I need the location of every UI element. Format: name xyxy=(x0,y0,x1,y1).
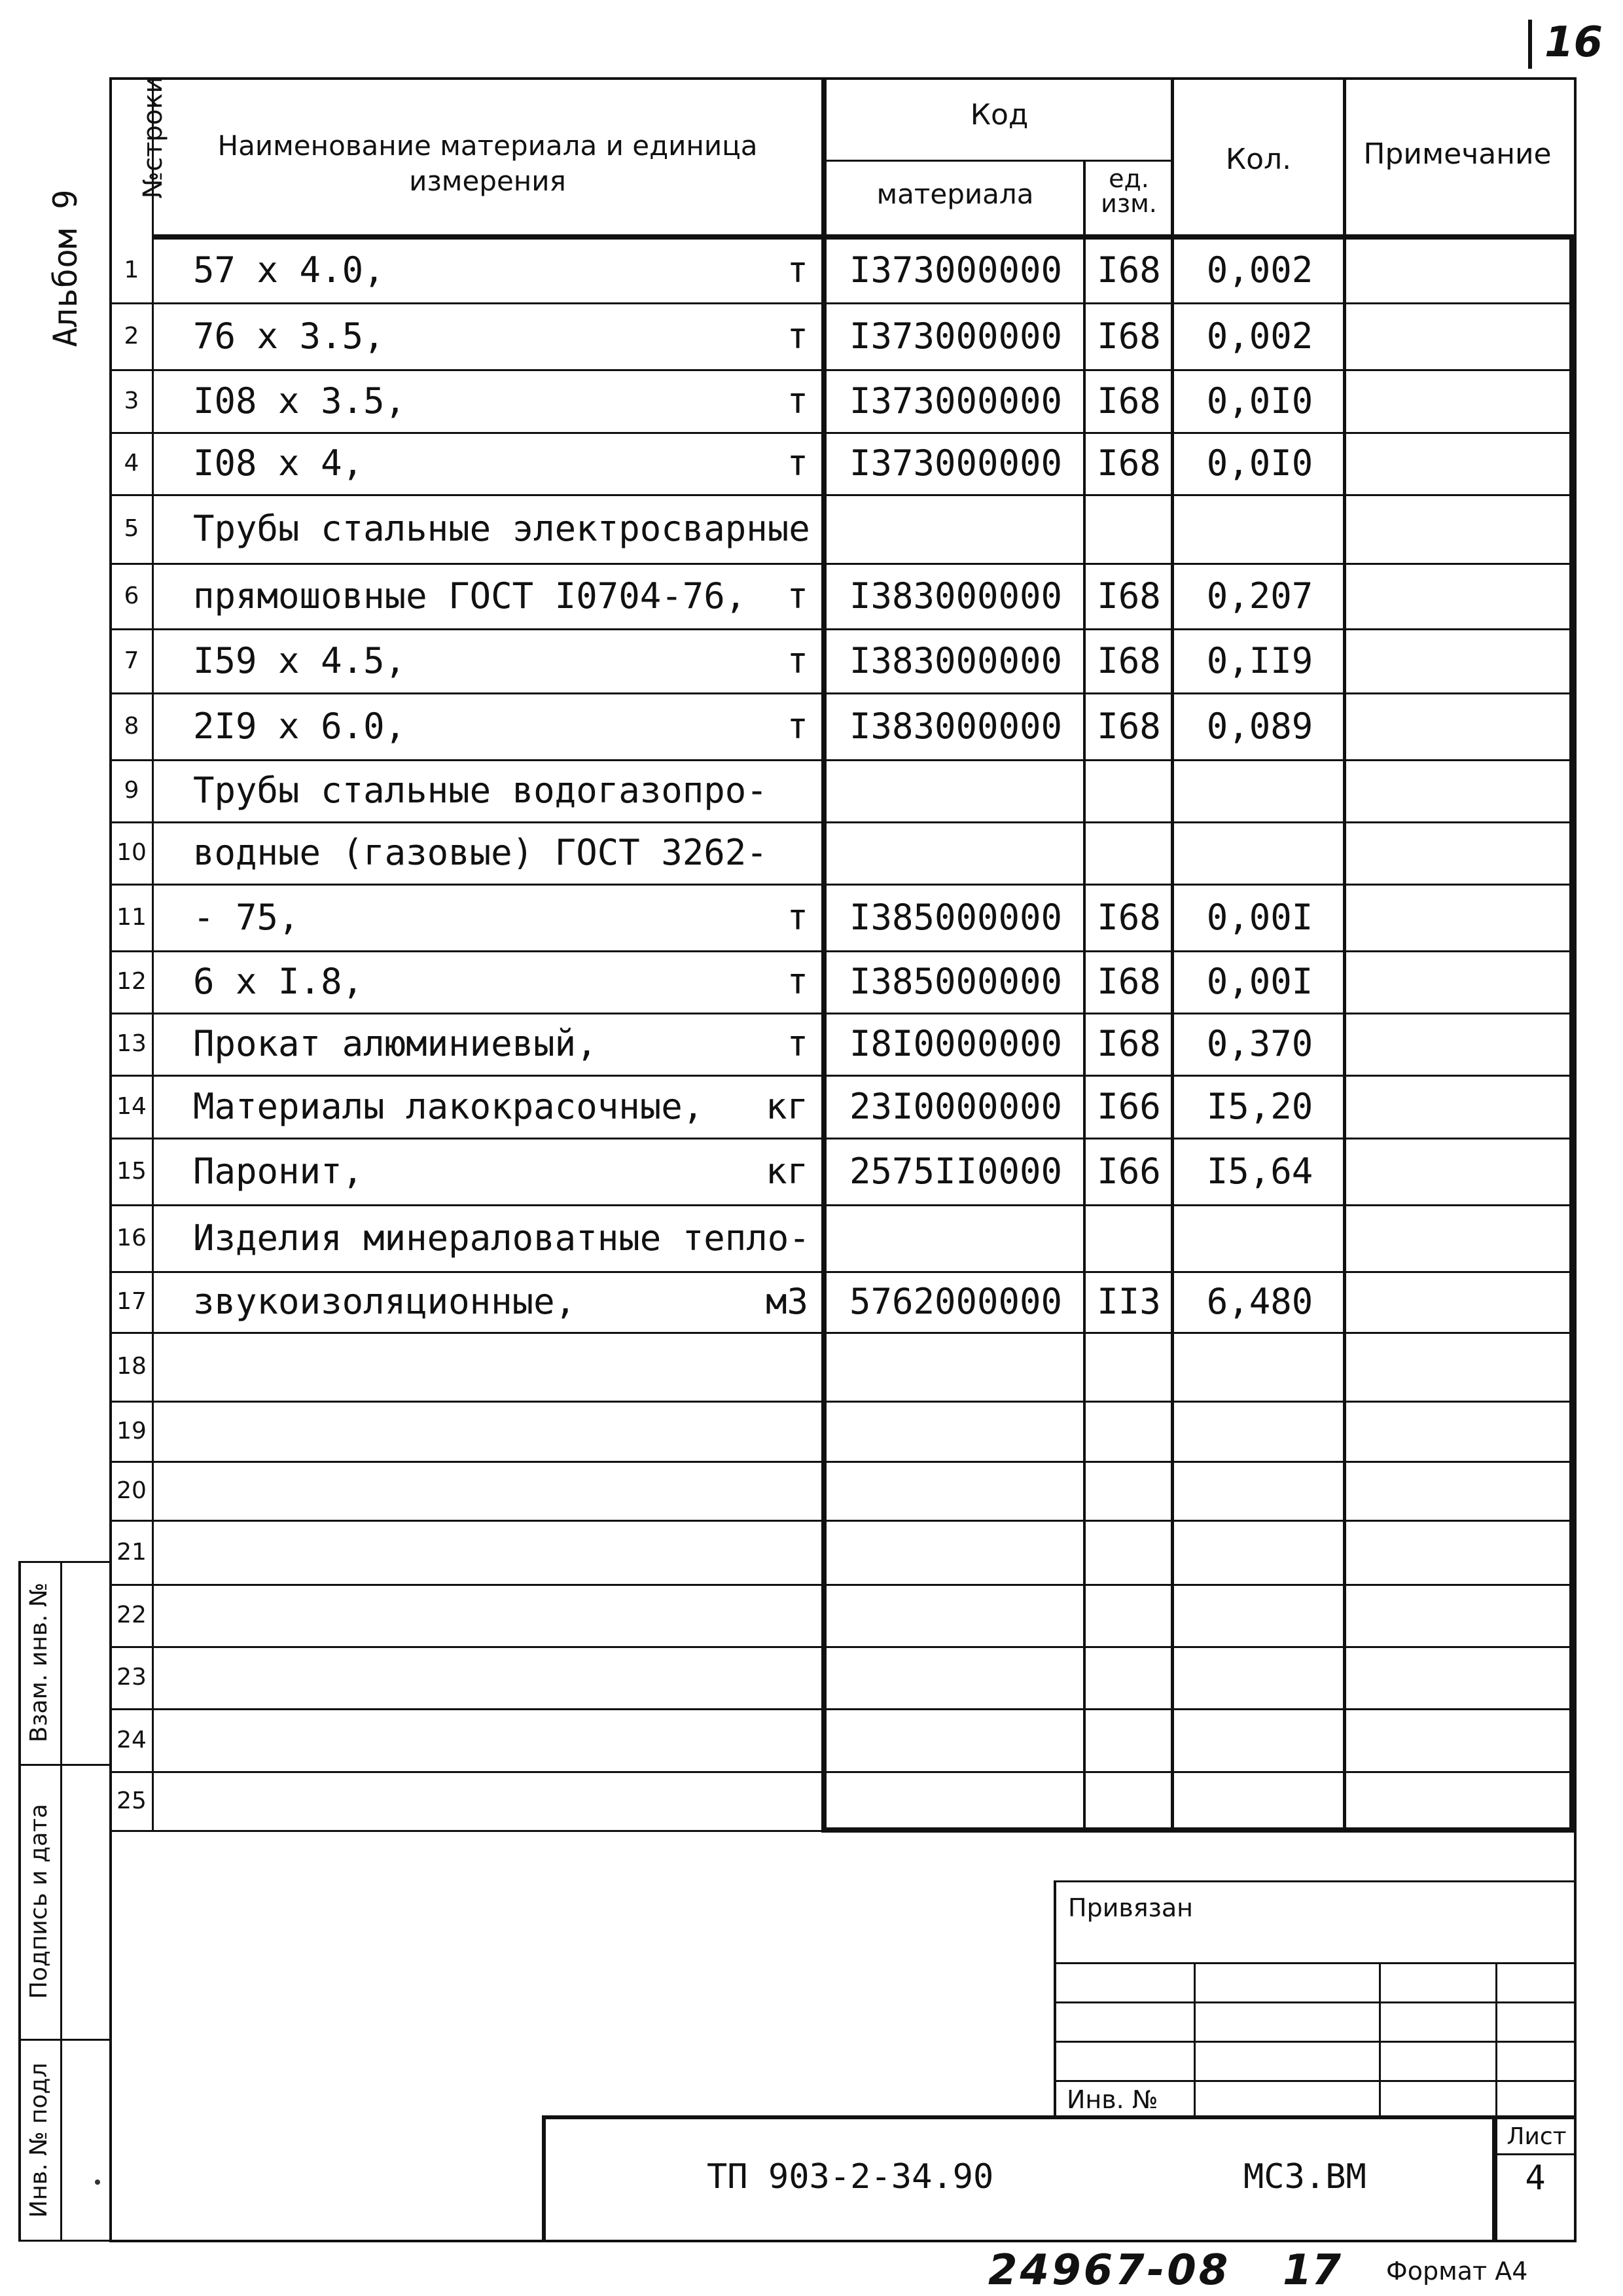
row-unit xyxy=(733,759,808,821)
row-number: 21 xyxy=(116,1538,147,1566)
row-quantity: 0,370 xyxy=(1206,1023,1313,1064)
row-name: - 75, xyxy=(193,896,300,938)
row-name xyxy=(193,1708,782,1771)
row-quantity xyxy=(1178,1401,1342,1461)
designation-top xyxy=(542,2115,1576,2119)
side-inv-podl: Инв. № подл xyxy=(26,2062,52,2218)
stamp-top xyxy=(1054,1880,1575,1882)
side-stamp-bottom xyxy=(18,2240,111,2242)
row-unit: т xyxy=(787,575,808,617)
row-unit: т xyxy=(787,961,808,1002)
row-unit-code: I68 xyxy=(1097,575,1161,617)
row-material-code: I385000000 xyxy=(849,896,1063,938)
row-unit-code: I68 xyxy=(1097,1023,1161,1064)
row-number: 12 xyxy=(116,968,147,995)
row-material-code xyxy=(830,1584,1082,1646)
row-number: 17 xyxy=(116,1288,147,1315)
stamp-col2 xyxy=(1379,1962,1381,2116)
row-unit-code xyxy=(1086,1584,1171,1646)
row-name: 76 x 3.5, xyxy=(193,315,385,357)
row-number: 22 xyxy=(116,1602,147,1628)
row-name xyxy=(193,1584,782,1646)
row-number: 10 xyxy=(116,839,147,866)
row-unit: т xyxy=(787,1023,808,1064)
row-quantity xyxy=(1178,1584,1342,1646)
row-material-code: I383000000 xyxy=(849,639,1063,681)
row-name xyxy=(193,1401,782,1461)
row-quantity xyxy=(1178,821,1342,884)
row-unit xyxy=(733,1461,808,1520)
page-number: 16 xyxy=(1544,18,1603,67)
frame-bottom xyxy=(109,2240,1577,2242)
header-name: Наименование материала и единица измерения xyxy=(217,130,758,197)
row-unit-code xyxy=(1086,1332,1171,1401)
row-material-code: I373000000 xyxy=(849,380,1063,422)
stamp-privyazan: Привязан xyxy=(1068,1893,1193,1922)
row-quantity: 0,002 xyxy=(1206,315,1313,357)
row-material-code: I373000000 xyxy=(849,249,1063,291)
row-material-code: I383000000 xyxy=(849,705,1063,747)
row-unit-code: I68 xyxy=(1097,896,1161,938)
stamp-sheet-label: Лист xyxy=(1507,2123,1567,2150)
row-name: I59 x 4.5, xyxy=(193,639,406,681)
row-name: Материалы лакокрасочные, xyxy=(193,1085,704,1127)
header-code-split xyxy=(823,160,1174,162)
side-podpis: Подпись и дата xyxy=(26,1803,52,2000)
row-unit xyxy=(733,1584,808,1646)
stamp-sheet-number: 4 xyxy=(1525,2159,1546,2198)
row-material-code xyxy=(830,821,1082,884)
row-unit xyxy=(733,1646,808,1708)
row-quantity: 0,0I0 xyxy=(1206,442,1313,484)
row-number: 15 xyxy=(116,1157,147,1185)
side-stamp-sep2 xyxy=(18,2039,111,2041)
row-unit xyxy=(733,494,808,563)
row-material-code xyxy=(830,1461,1082,1520)
row-unit-code: I66 xyxy=(1097,1150,1161,1192)
row-number: 5 xyxy=(124,515,139,542)
row-material-code xyxy=(830,1646,1082,1708)
col-rownum-right xyxy=(152,77,154,1831)
row-name: 57 x 4.0, xyxy=(193,249,385,291)
stamp-inv-no: Инв. № xyxy=(1067,2085,1158,2114)
row-quantity: 0,00I xyxy=(1206,961,1313,1002)
row-number: 11 xyxy=(116,903,147,931)
side-stamp-mid xyxy=(60,1561,62,2242)
row-material-code xyxy=(830,494,1082,563)
row-name xyxy=(193,1646,782,1708)
side-vzam: Взам. инв. № xyxy=(26,1582,52,1743)
row-quantity xyxy=(1178,1461,1342,1520)
row-name: Трубы стальные электросварные xyxy=(193,508,810,549)
row-number: 18 xyxy=(116,1353,147,1380)
row-unit: т xyxy=(787,896,808,938)
side-stamp-sep1 xyxy=(18,1764,111,1766)
row-material-code: 2575II0000 xyxy=(849,1150,1063,1192)
row-unit: т xyxy=(787,380,808,422)
row-name xyxy=(193,1332,782,1401)
stamp-left xyxy=(1054,1882,1056,2117)
row-number: 1 xyxy=(124,256,139,283)
col-note-right-bold xyxy=(1569,236,1576,1833)
page-num-bar xyxy=(1528,20,1532,69)
row-number: 23 xyxy=(116,1664,147,1691)
row-quantity xyxy=(1178,1646,1342,1708)
col-material-right xyxy=(1083,160,1086,1831)
row-material-code: I373000000 xyxy=(849,315,1063,357)
row-material-code: I8I0000000 xyxy=(849,1023,1063,1064)
row-material-code: I373000000 xyxy=(849,442,1063,484)
row-material-code xyxy=(830,759,1082,821)
row-material-code xyxy=(830,1520,1082,1584)
row-unit-code: I66 xyxy=(1097,1085,1161,1127)
row-name: прямошовные ГОСТ I0704-76, xyxy=(193,575,747,617)
row-unit: т xyxy=(787,705,808,747)
row-unit-code: I68 xyxy=(1097,639,1161,681)
dot-mark xyxy=(95,2179,100,2185)
row-quantity xyxy=(1178,1520,1342,1584)
header-code-unit: ед. изм. xyxy=(1101,164,1157,218)
row-unit-code xyxy=(1086,1771,1171,1830)
row-unit-code xyxy=(1086,1461,1171,1520)
row-number: 16 xyxy=(116,1224,147,1251)
row-unit-code xyxy=(1086,1708,1171,1771)
footer-format: Формат А4 xyxy=(1386,2257,1528,2286)
row-unit-code xyxy=(1086,1520,1171,1584)
row-name: 6 x I.8, xyxy=(193,961,364,1002)
row-unit-code xyxy=(1086,759,1171,821)
row-unit-code xyxy=(1086,1646,1171,1708)
row-unit: т xyxy=(787,249,808,291)
row-material-code xyxy=(830,1332,1082,1401)
stamp-col1 xyxy=(1194,1962,1196,2116)
row-material-code: I385000000 xyxy=(849,961,1063,1002)
row-name: звукоизоляционные, xyxy=(193,1281,577,1322)
stamp-doc-code: МС3.ВМ xyxy=(1243,2157,1366,2197)
footer-handwritten-num: 17 xyxy=(1283,2246,1342,2295)
row-unit xyxy=(733,821,808,884)
row-quantity xyxy=(1178,1708,1342,1771)
row-name: I08 x 3.5, xyxy=(193,380,406,422)
row-unit-code: I68 xyxy=(1097,961,1161,1002)
row-quantity: 6,480 xyxy=(1206,1281,1313,1322)
row-unit: кг xyxy=(765,1085,808,1127)
row-number: 2 xyxy=(124,322,139,350)
row-unit-code xyxy=(1086,494,1171,563)
row-unit-code: I68 xyxy=(1097,249,1161,291)
row-number: 6 xyxy=(124,582,139,609)
row-material-code xyxy=(830,1401,1082,1461)
row-unit-code xyxy=(1086,1204,1171,1271)
row-unit-code: I68 xyxy=(1097,380,1161,422)
row-name xyxy=(193,1461,782,1520)
row-number: 19 xyxy=(116,1417,147,1444)
row-number: 7 xyxy=(124,647,139,674)
row-number: 3 xyxy=(124,387,139,414)
row-unit xyxy=(733,1401,808,1461)
row-unit: т xyxy=(787,315,808,357)
row-number: 20 xyxy=(116,1477,147,1504)
side-stamp-top xyxy=(18,1561,111,1563)
row-material-code xyxy=(830,1708,1082,1771)
designation-sheet-left xyxy=(1492,2115,1496,2242)
row-quantity: 0,089 xyxy=(1206,705,1313,747)
row-material-code xyxy=(830,1771,1082,1830)
row-name: Изделия минераловатные тепло- xyxy=(193,1217,810,1259)
row-quantity xyxy=(1178,1204,1342,1271)
header-code: Код xyxy=(970,98,1029,132)
row-number: 8 xyxy=(124,712,139,740)
row-name: Прокат алюминиевый, xyxy=(193,1023,597,1064)
row-number: 13 xyxy=(116,1030,147,1057)
row-unit: т xyxy=(787,639,808,681)
row-name xyxy=(193,1771,782,1830)
col-name-right xyxy=(821,77,827,1833)
frame-top xyxy=(109,77,1575,80)
row-quantity: 0,0I0 xyxy=(1206,380,1313,422)
row-quantity: 0,00I xyxy=(1206,896,1313,938)
row-quantity xyxy=(1178,759,1342,821)
row-unit: кг xyxy=(765,1150,808,1192)
row-number: 24 xyxy=(116,1726,147,1753)
row-quantity xyxy=(1178,1332,1342,1401)
row-unit-code xyxy=(1086,821,1171,884)
row-material-code: I383000000 xyxy=(849,575,1063,617)
row-unit-code: I68 xyxy=(1097,705,1161,747)
row-name xyxy=(193,1520,782,1584)
row-quantity xyxy=(1178,494,1342,563)
row-unit xyxy=(733,1204,808,1271)
row-name: Паронит, xyxy=(193,1150,364,1192)
header-qty: Кол. xyxy=(1225,143,1292,176)
table-bottom xyxy=(109,1830,823,1832)
row-quantity: 0,207 xyxy=(1206,575,1313,617)
row-quantity: I5,20 xyxy=(1206,1085,1313,1127)
row-quantity xyxy=(1178,1771,1342,1830)
row-unit-code xyxy=(1086,1401,1171,1461)
row-material-code: 5762000000 xyxy=(849,1281,1063,1322)
row-unit: м3 xyxy=(765,1281,808,1322)
row-unit xyxy=(733,1708,808,1771)
header-note: Примечание xyxy=(1363,137,1552,171)
row-material-code xyxy=(830,1204,1082,1271)
header-row-no: №строки xyxy=(138,76,168,199)
row-unit-code: II3 xyxy=(1097,1281,1161,1322)
col-qty-right xyxy=(1343,77,1346,1831)
row-quantity: 0,002 xyxy=(1206,249,1313,291)
row-quantity: I5,64 xyxy=(1206,1150,1313,1192)
row-material-code: 23I0000000 xyxy=(849,1085,1063,1127)
header-code-material: материала xyxy=(876,178,1034,210)
row-number: 14 xyxy=(116,1092,147,1120)
footer-handwritten: 24967-08 xyxy=(988,2246,1231,2295)
row-name: водные (газовые) ГОСТ 3262- xyxy=(193,832,768,873)
row-unit: т xyxy=(787,442,808,484)
row-unit-code: I68 xyxy=(1097,315,1161,357)
row-number: 9 xyxy=(124,777,139,804)
row-name: I08 x 4, xyxy=(193,442,364,484)
stamp-designation: ТП 903-2-34.90 xyxy=(707,2157,994,2197)
row-unit xyxy=(733,1771,808,1830)
designation-sheet-split xyxy=(1495,2153,1575,2155)
album-label: Альбом 9 xyxy=(46,189,84,348)
row-unit xyxy=(733,1332,808,1401)
row-unit-code: I68 xyxy=(1097,442,1161,484)
row-number: 4 xyxy=(124,450,139,476)
row-unit xyxy=(733,1520,808,1584)
row-name: Трубы стальные водогазопро- xyxy=(193,770,768,811)
row-name: 2I9 x 6.0, xyxy=(193,705,406,747)
row-number: 25 xyxy=(116,1787,147,1814)
row-quantity: 0,II9 xyxy=(1206,639,1313,681)
designation-left xyxy=(542,2115,546,2242)
